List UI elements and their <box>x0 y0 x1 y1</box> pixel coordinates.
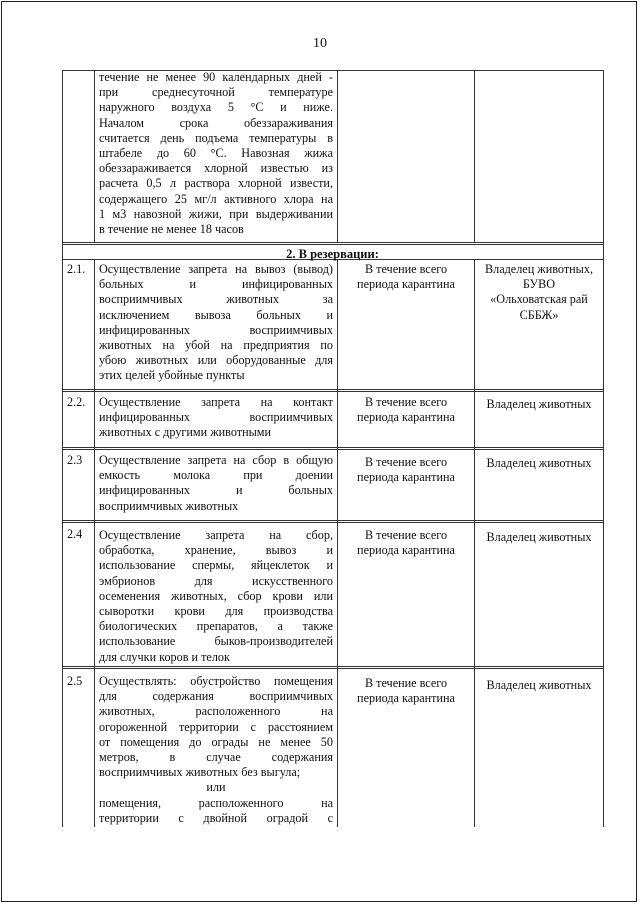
responsible-line: Владелец животных <box>486 530 592 544</box>
description-line: территории с двойной оградой с <box>99 810 333 825</box>
term-line: периода карантина <box>357 410 455 425</box>
description-line: эмбрионов для искусственного <box>99 573 333 588</box>
description-line: больных и инфицированных <box>99 277 333 292</box>
term-line: В течение всего <box>364 528 448 542</box>
row-responsible <box>475 397 603 412</box>
term-line: В течение всего <box>364 395 448 409</box>
description-line: использование спермы, яйцеклеток и <box>99 558 333 573</box>
description-line: для случки коров и телок <box>99 649 230 664</box>
row-description <box>99 395 333 441</box>
responsible-line: Владелец животных <box>486 456 592 470</box>
row-responsible <box>475 262 603 323</box>
row-separator <box>62 666 603 669</box>
description-line: исключением вывоза больных и <box>99 307 333 322</box>
row-term <box>338 528 474 558</box>
description-line: восприимчивых животных <box>99 498 239 513</box>
description-line: Началом срока обеззараживания <box>99 115 333 130</box>
term-line: периода карантина <box>357 543 455 558</box>
row-description <box>99 453 333 514</box>
row-responsible <box>475 456 603 471</box>
section-title: 2. В резервации: <box>286 247 379 261</box>
description-line: Осуществлять: обустройство помещения <box>99 674 333 688</box>
row-separator <box>62 447 603 450</box>
column-divider-term <box>474 70 475 243</box>
page-number: 10 <box>313 36 327 51</box>
description-line: осеменения животных, сбор крови или <box>99 588 333 603</box>
row-responsible <box>475 678 603 693</box>
term-line: периода карантина <box>357 470 455 485</box>
description-line: сыворотки крови для производства <box>99 604 333 619</box>
row-term <box>338 395 474 425</box>
description-line: при среднесуточной температуре <box>99 85 333 100</box>
term-line: В течение всего <box>364 455 448 469</box>
row-number: 2.4 <box>67 527 83 541</box>
description-line: считается день подъема температуры в <box>99 130 333 145</box>
row-separator <box>62 389 603 392</box>
description-line: животных, расположенного на <box>99 704 333 719</box>
column-divider-number <box>94 70 95 243</box>
description-line: Осуществление запрета на сбор, <box>99 528 333 542</box>
row-description <box>99 674 333 826</box>
description-line: наружного воздуха 5 °С и ниже. <box>99 100 333 115</box>
responsible-line: Владелец животных, <box>484 262 593 276</box>
row-description <box>99 528 333 665</box>
row-description <box>99 262 333 384</box>
description-line: содержащего 25 мг/л активного хлора на <box>99 191 333 206</box>
description-line: убою животных или оборудованные для <box>99 353 333 368</box>
row-term <box>338 455 474 485</box>
description-line: огороженной территории с расстоянием <box>99 719 333 734</box>
row-term <box>338 262 474 292</box>
description-line: обработка, хранение, вывоз и <box>99 543 333 558</box>
description-line: обеззараживается хлорной известью из <box>99 161 333 176</box>
responsible-line: Владелец животных <box>486 678 592 692</box>
row-number: 2.1. <box>67 262 86 276</box>
description-line: в течение не менее 18 часов <box>99 222 244 237</box>
description-line: штабеле до 60 °С. Навозная жижа <box>99 146 333 161</box>
description-line: емкость молока при доении <box>99 468 333 483</box>
description-line: Осуществление запрета на контакт <box>99 395 333 409</box>
description-line: 1 м3 навозной жижи, при выдерживании <box>99 206 333 221</box>
row-number: 2.2. <box>67 395 86 409</box>
term-line: периода карантина <box>357 691 455 706</box>
table-border-right <box>603 70 604 827</box>
description-line: восприимчивых животных без выгула; <box>99 765 301 780</box>
column-divider-description <box>337 70 338 243</box>
column-divider-number <box>94 259 95 827</box>
row-responsible <box>475 530 603 545</box>
row-separator <box>62 520 603 523</box>
description-line: инфицированных восприимчивых <box>99 410 333 425</box>
continued-description <box>99 70 333 237</box>
description-line: для содержания восприимчивых <box>99 689 333 704</box>
term-line: В течение всего <box>364 676 448 690</box>
description-line: Осуществление запрета на сбор в общую <box>99 453 333 467</box>
description-line: метров, в случае содержания <box>99 750 333 765</box>
description-line: или <box>206 780 226 795</box>
description-line: от помещения до ограды не менее 50 <box>99 734 333 749</box>
responsible-line: БУВО <box>522 277 556 292</box>
description-line: этих целей убойные пункты <box>99 368 245 383</box>
description-line: использование быков-производителей <box>99 634 333 649</box>
description-line: восприимчивых животных за <box>99 292 333 307</box>
description-line: Осуществление запрета на вывоз (вывод) <box>99 262 333 276</box>
responsible-line: Владелец животных <box>486 397 592 411</box>
description-line: расчета 0,5 л раствора хлорной извести, <box>99 176 333 191</box>
responsible-line: СББЖ» <box>519 307 559 322</box>
responsible-line: «Ольховатская рай <box>490 292 588 307</box>
term-line: В течение всего <box>364 262 448 276</box>
row-number: 2.5 <box>67 674 83 688</box>
row-number: 2.3 <box>67 453 83 467</box>
description-line: инфицированных восприимчивых <box>99 322 333 337</box>
description-line: биологических препаратов, а также <box>99 619 333 634</box>
term-line: периода карантина <box>357 277 455 292</box>
description-line: животных на убой на предприятия по <box>99 338 333 353</box>
description-line: животных с другими животными <box>99 425 272 440</box>
description-line: инфицированных и больных <box>99 483 333 498</box>
row-separator <box>62 242 603 245</box>
description-line: течение не менее 90 календарных дней - <box>99 70 333 84</box>
description-line: помещения, расположенного на <box>99 795 333 810</box>
row-term <box>338 676 474 706</box>
